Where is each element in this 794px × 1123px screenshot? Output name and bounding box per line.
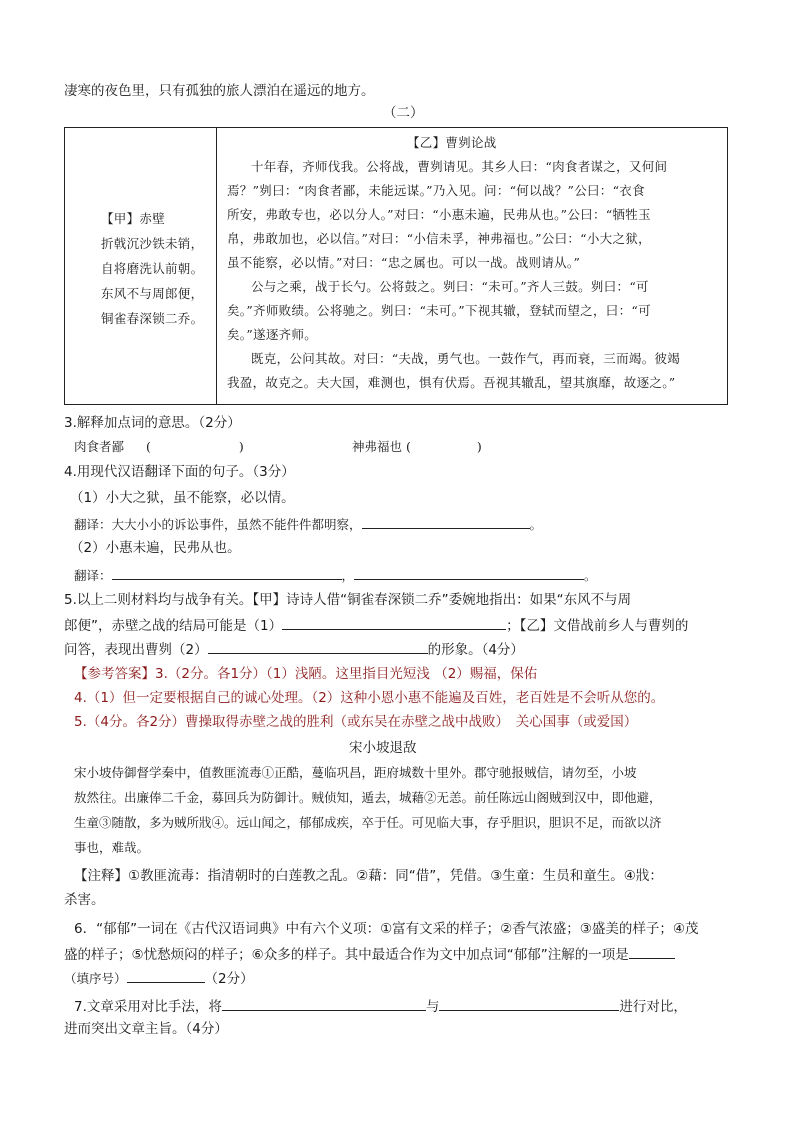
q5-line-2-a: 郎便”，赤壁之战的结局可能是（1） — [64, 618, 283, 634]
answer-4: 4.（1）但一定要根据自己的诚心处理。（2）这种小恩小惠不能遍及百姓，老百姓是不会听从您的。 — [74, 690, 665, 706]
q5-line-2 — [64, 615, 688, 635]
q6-line-3 — [64, 968, 254, 988]
section-two-title: （二） — [383, 105, 424, 121]
q4-translation-1: 翻译：大大小小的诉讼事件，虽然不能件件都明察， 。 — [74, 514, 542, 534]
q3-item-1-text: 肉食者鄙 — [74, 439, 125, 454]
q5-line-1: 5.以上二则材料均与战争有关。【甲】诗诗人借“铜雀春深锁二乔”委婉地指出：如果“东风不与周 — [64, 592, 632, 608]
q4-translation-1-prefix: 翻译：大大小小的诉讼事件，虽然不能件件都明察， — [74, 517, 362, 532]
q3-stem: 3.解释加点词的意思。（2分） — [64, 415, 241, 431]
q4-blank-2a[interactable] — [112, 565, 342, 580]
q7-line-1 — [74, 996, 687, 1016]
poem-title-jia: 【甲】赤壁 — [101, 211, 166, 226]
poem-cell-jia — [65, 128, 216, 404]
q7-blank-1[interactable] — [222, 996, 426, 1011]
q6-line-2-text: 盛的样子；⑤忧愁烦闷的样子；⑥众多的样子。其中最适合作为文中加点词“郁郁”注解的一项是 — [64, 947, 629, 963]
passage-line: 虽不能察，必以情。”对曰：“忠之属也。可以一战。战则请从。” — [227, 255, 581, 270]
passage-line: 矣。”遂逐齐师。 — [227, 327, 318, 342]
answer-label: 【参考答案】 — [74, 666, 155, 682]
passage-line: 所安，弗敢专也，必以分人。”对曰：“小惠未遍，民弗从也。”公曰：“牺牲玉 — [227, 207, 651, 222]
q6-blank-2[interactable] — [127, 968, 205, 983]
q5-line-3-b: 的形象。（4分） — [427, 642, 524, 658]
notes-line-1: 【注释】①教匪流毒：指清朝时的白莲教之乱。②藉：同“借”，凭借。③生童：生员和童生。④戕： — [74, 868, 663, 884]
poem-line: 东风不与周郎便， — [101, 286, 204, 301]
passage-line: 宋小坡侍御督学秦中，值教匪流毒①正酷，蔓临巩昌，距府城数十里外。郡守驰报贼信，请勿至，小坡 — [74, 765, 637, 780]
passage-line: 帛，弗敢加也，必以信。”对曰：“小信未孚，神弗福也。”公曰：“小大之狱， — [227, 231, 651, 246]
passage-line: 焉？”刿曰：“肉食者鄙，未能远谋。”乃入见。问：“何以战？”公曰：“衣食 — [227, 183, 645, 198]
poem-line: 铜雀春深锁二乔。 — [101, 311, 204, 326]
q6-blank-1[interactable] — [629, 944, 675, 959]
q4-blank-1[interactable] — [362, 514, 530, 529]
q3-item-2: 神弗福也 ( ) — [352, 439, 482, 454]
q3-item-2-text: 神弗福也 — [352, 439, 403, 454]
passage-line: 矣。”齐师败绩。公将驰之。刿曰：“未可。”下视其辙，登轼而望之，曰：“可 — [227, 303, 651, 318]
passage-line: 十年春，齐师伐我。公将战，曹刿请见。其乡人曰：“肉食者谋之，又何间 — [251, 159, 668, 174]
passage-title-yi: 【乙】曹刿论战 — [407, 135, 497, 150]
q3-answer-paren-1[interactable]: ( — [146, 439, 151, 454]
poem-table — [64, 127, 728, 405]
q6-line-3-a: （填序号） — [64, 971, 127, 986]
q6-line-1: 6．“郁郁”一词在《古代汉语词典》中有六个义项：①富有文采的样子；②香气浓盛；③盛美的样子；④茂 — [74, 921, 699, 937]
passage-line: 生童③随散，多为贼所戕④。远山闻之，郁郁成疾，卒于任。可见临大事，存乎胆识，胆识不足，而欲以济 — [74, 815, 662, 830]
q4-stem: 4.用现代汉语翻译下面的句子。（3分） — [64, 464, 295, 480]
q4-sentence-2: （2）小惠未遍，民弗从也。 — [70, 540, 241, 556]
q5-blank-2[interactable] — [208, 639, 428, 654]
answer-5: 5.（4分。各2分）曹操取得赤壁之战的胜利（或东吴在赤壁之战中战败） 关心国事（或爱国） — [74, 714, 638, 730]
q6-line-2 — [64, 944, 675, 964]
answer-3-text: 3.（2分。各1分）（1）浅陋。这里指目光短浅 （2）赐福，保佑 — [155, 666, 538, 682]
passage-cell-yi — [217, 128, 727, 404]
poem-line: 折戟沉沙铁未销， — [101, 236, 204, 251]
q7-line-1-b: 与 — [425, 999, 440, 1015]
passage-line: 既克，公问其故。对曰：“夫战，勇气也。一鼓作气，再而衰，三而竭。彼竭 — [251, 351, 681, 366]
q5-line-3 — [64, 639, 524, 659]
q5-line-3-a: 问答，表现出曹刿（2） — [64, 642, 208, 658]
q6-line-3-b: （2分） — [204, 971, 254, 987]
q5-blank-1[interactable] — [282, 615, 506, 630]
q3-item-1: 肉食者鄙 ( ) — [74, 439, 244, 454]
q7-blank-2[interactable] — [439, 996, 619, 1011]
passage-line: 敖然往。出廉俸二千金，募回兵为防御计。贼侦知，遁去，城藉②无恙。前任陈远山阁贼到汉中，即他避， — [74, 790, 662, 805]
notes-line-2: 杀害。 — [64, 892, 105, 908]
intro-line: 凄寒的夜色里，只有孤独的旅人漂泊在遥远的地方。 — [64, 83, 375, 99]
q7-line-2: 进而突出文章主旨。（4分） — [64, 1021, 228, 1037]
q3-answer-paren-2[interactable]: ( — [406, 439, 411, 454]
passage-line: 事也，难哉。 — [74, 840, 150, 855]
q7-line-1-a: 7.文章采用对比手法，将 — [74, 999, 222, 1015]
q7-line-1-c: 进行对比， — [619, 999, 687, 1015]
q5-line-2-b: ；【乙】文借战前乡人与曹刿的 — [506, 618, 689, 634]
q4-translation-2-prefix: 翻译： — [74, 568, 112, 583]
answer-3 — [74, 665, 537, 683]
poem-line: 自将磨洗认前朝。 — [101, 261, 204, 276]
passage-line: 我盈，故克之。夫大国，难测也，惧有伏焉。吾视其辙乱，望其旗靡，故逐之。” — [227, 375, 676, 390]
passage-line: 公与之乘，战于长勺。公将鼓之。刿曰：“未可。”齐人三鼓。刿曰：“可 — [251, 279, 649, 294]
q4-blank-2b[interactable] — [354, 565, 584, 580]
q4-translation-2: 翻译： ， 。 — [74, 565, 597, 585]
passage-title: 宋小坡退敌 — [349, 740, 417, 756]
q4-sentence-1: （1）小大之狱，虽不能察，必以情。 — [70, 490, 295, 506]
